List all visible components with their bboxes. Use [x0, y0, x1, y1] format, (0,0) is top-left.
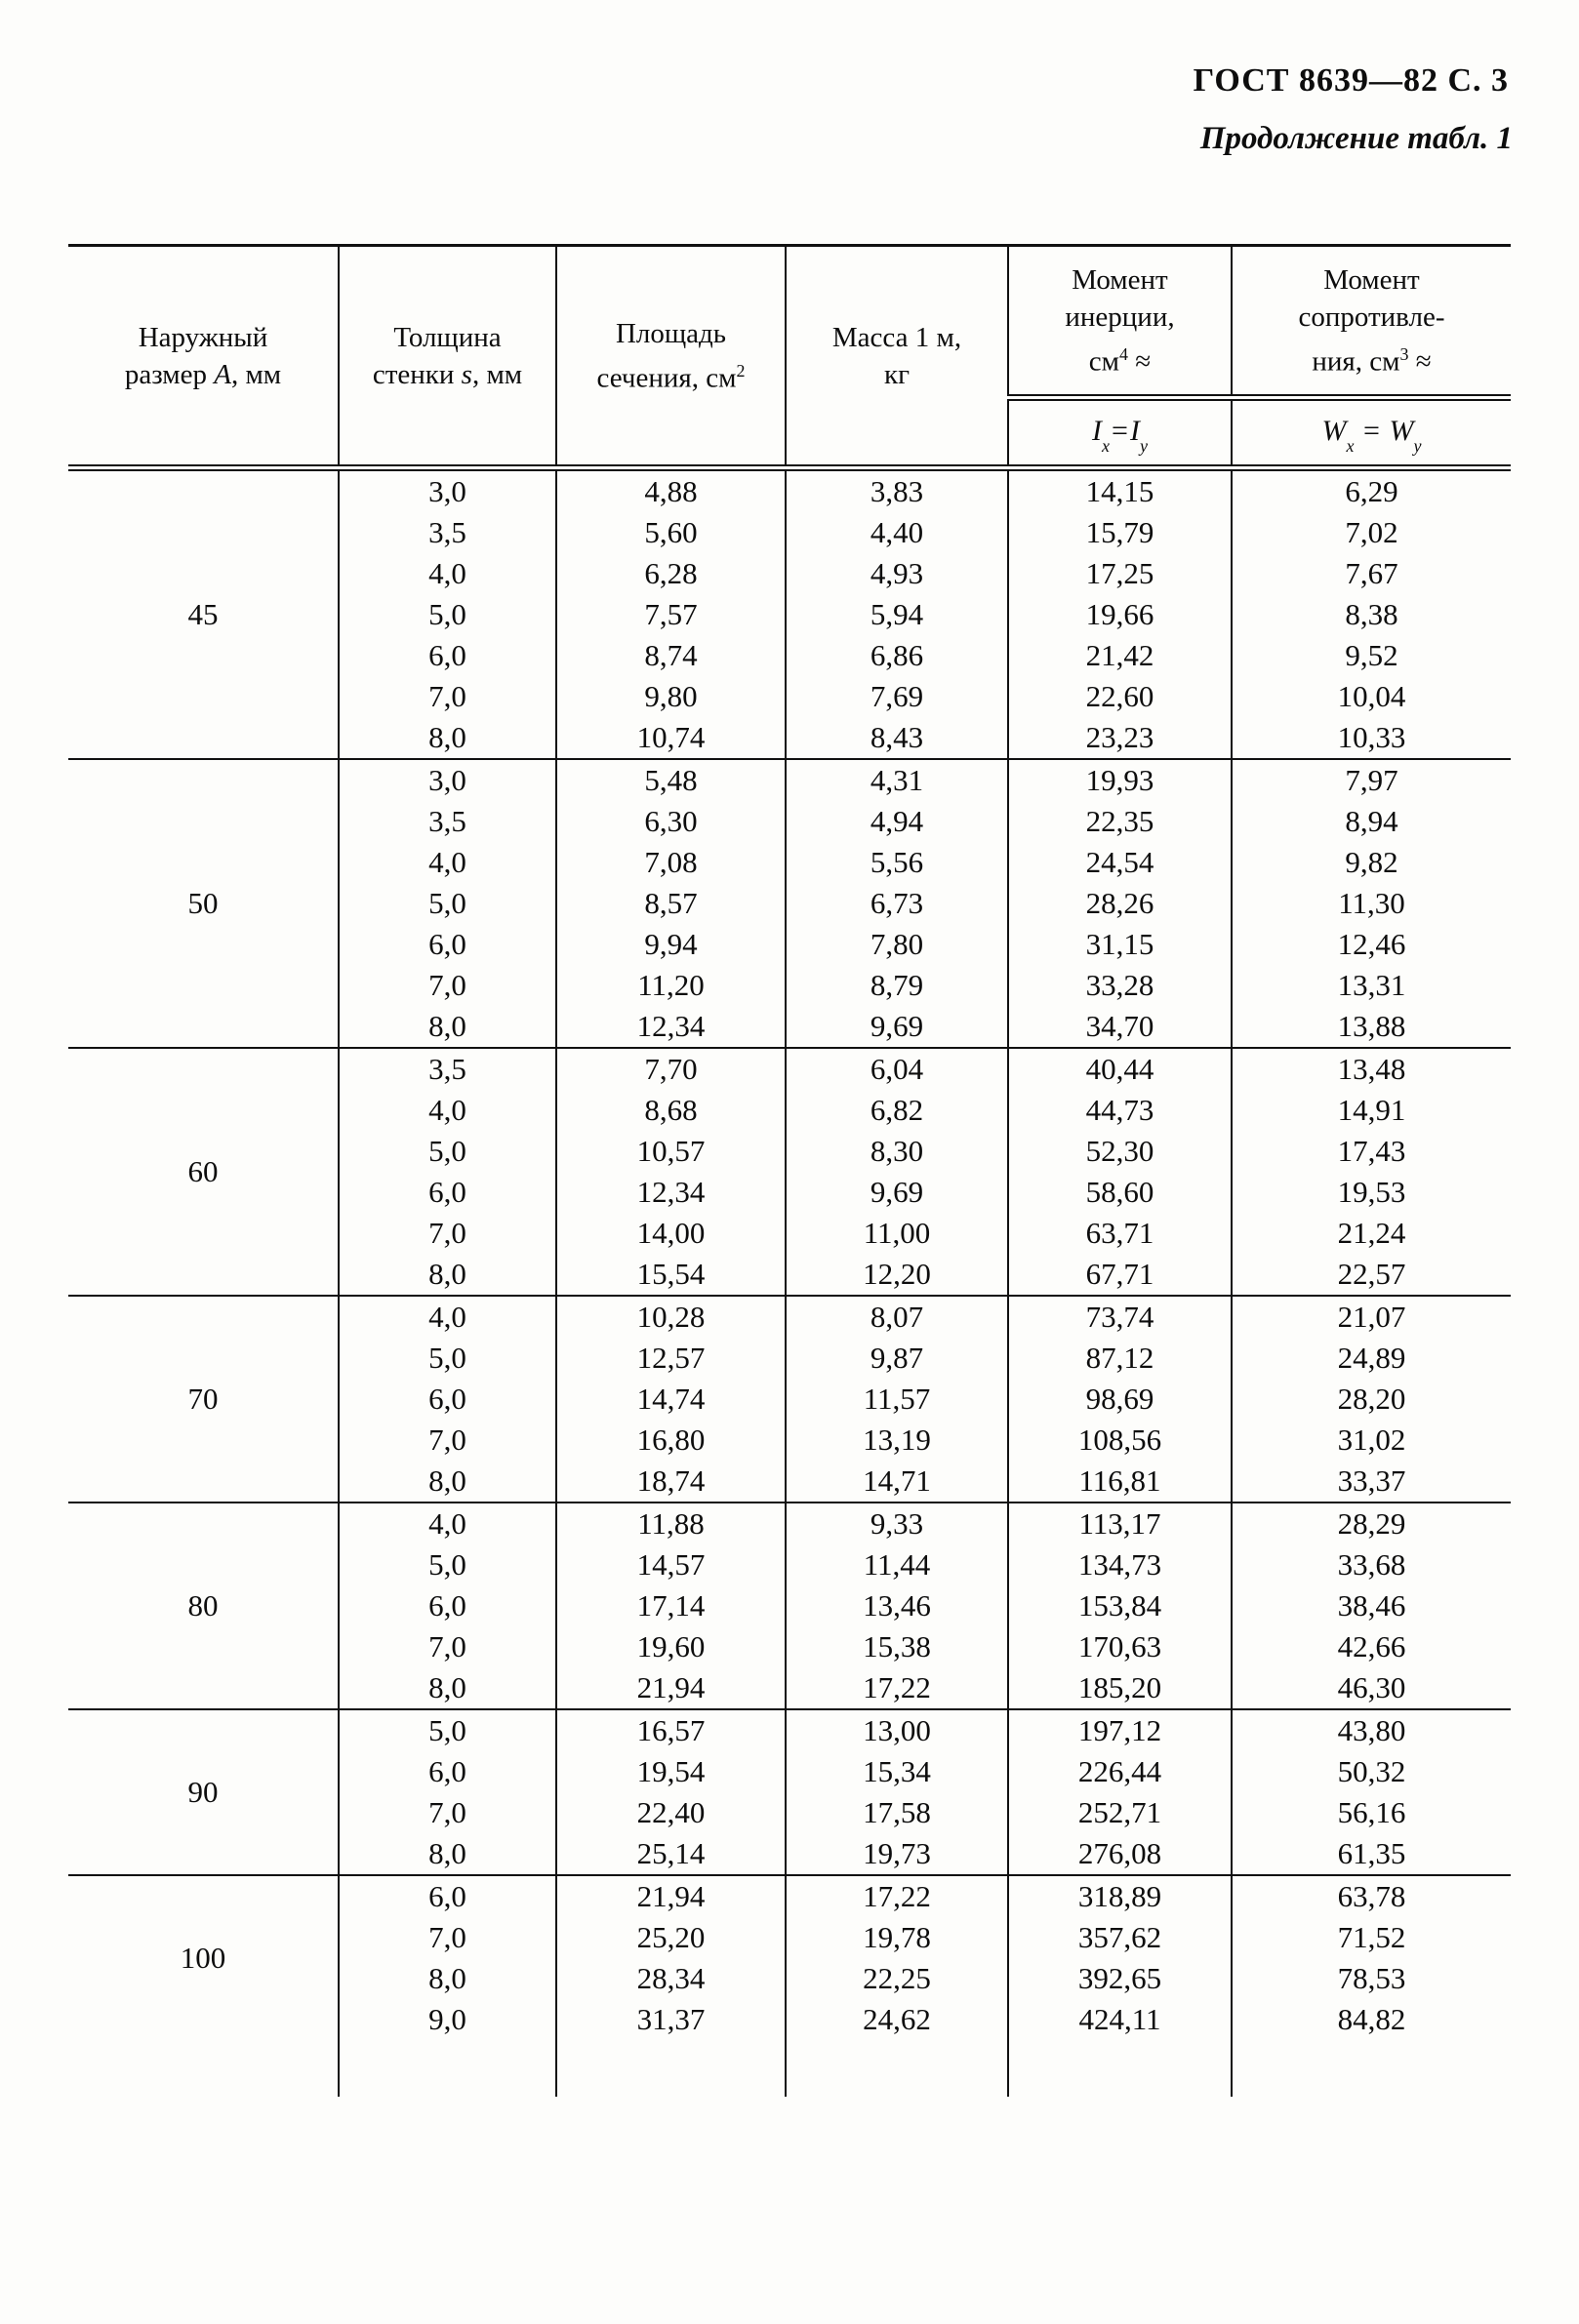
cell-value: 6,29	[1345, 474, 1398, 508]
outer-size-value	[68, 1503, 339, 1709]
header-row	[68, 246, 1511, 398]
cell-value: 185,20	[1077, 1670, 1162, 1704]
cell-value: 5,0	[428, 1713, 466, 1747]
data-cell	[786, 1296, 1008, 1503]
cell-value: 4,0	[428, 845, 466, 879]
cell-value: 46,30	[1337, 1670, 1406, 1704]
cell-value: 3,0	[428, 763, 466, 797]
cell-value: 10,74	[636, 720, 706, 754]
cell-value: 14,15	[1085, 474, 1154, 508]
data-cell	[1008, 1709, 1232, 1875]
cell-value: 63,71	[1085, 1216, 1154, 1250]
outer-size-value	[68, 1296, 339, 1503]
cell-value: 17,22	[863, 1879, 931, 1913]
cell-value: 10,04	[1337, 679, 1406, 713]
cell-value: 19,78	[863, 1920, 931, 1954]
cell-value: 14,71	[863, 1463, 931, 1498]
cell-value: 4,0	[428, 1093, 466, 1127]
cell-value: 6,0	[428, 638, 466, 672]
cell-value: 18,74	[636, 1463, 706, 1498]
cell-value: 19,60	[636, 1629, 706, 1663]
data-cell	[339, 759, 556, 1048]
var-s: s	[461, 358, 472, 390]
cell-value: 19,93	[1085, 763, 1154, 797]
cell-value: 392,65	[1077, 1961, 1162, 1995]
cell-value: 11,44	[863, 1547, 931, 1582]
cell-value: 5,60	[644, 515, 698, 549]
cell-value: 6,04	[870, 1052, 924, 1086]
cell-value: 33,68	[1337, 1547, 1406, 1582]
cell-value: 5,0	[428, 1341, 466, 1375]
data-cell	[1008, 1875, 1232, 2097]
cell-value: 28,26	[1085, 886, 1154, 920]
cell-value: 21,42	[1085, 638, 1154, 672]
cell-value: 9,69	[870, 1009, 924, 1043]
cell-value: 108,56	[1077, 1422, 1162, 1457]
data-cell	[1008, 759, 1232, 1048]
cell-value: 24,62	[863, 2002, 931, 2036]
cell-value: 11,30	[1338, 886, 1405, 920]
cell-value: 71,52	[1337, 1920, 1406, 1954]
cell-value: 9,33	[870, 1506, 924, 1541]
data-cell	[1008, 468, 1232, 760]
data-cell	[556, 1503, 786, 1709]
cell-value: 16,57	[636, 1713, 706, 1747]
cell-value: 5,0	[428, 1547, 466, 1582]
outer-size-value	[68, 1875, 339, 2097]
size-group-row-80	[68, 1503, 1511, 1709]
cell-value: 15,34	[863, 1754, 931, 1788]
cell-value: 23,23	[1085, 720, 1154, 754]
cell-value: 9,52	[1345, 638, 1398, 672]
cell-value: 15,54	[636, 1257, 706, 1291]
cell-value: 17,43	[1337, 1134, 1406, 1168]
cell-value: 7,97	[1345, 763, 1398, 797]
cell-value: 113,17	[1078, 1506, 1161, 1541]
cell-value: 4,94	[870, 804, 924, 838]
data-cell	[1008, 1296, 1232, 1503]
data-cell	[1232, 1503, 1511, 1709]
cell-value: 15,79	[1085, 515, 1154, 549]
cell-value: 19,53	[1337, 1175, 1406, 1209]
cell-value: 8,68	[644, 1093, 698, 1127]
cell-value: 38,46	[1337, 1588, 1406, 1623]
data-cell	[339, 1048, 556, 1296]
cell-value: 4,93	[870, 556, 924, 590]
cell-value: 10,28	[636, 1300, 706, 1334]
cell-value: 43,80	[1337, 1713, 1406, 1747]
cell-value: 50	[187, 886, 219, 920]
cell-value: 22,25	[863, 1961, 931, 1995]
cell-value: 8,38	[1345, 597, 1398, 631]
cell-value: 44,73	[1085, 1093, 1154, 1127]
cell-value: 4,31	[870, 763, 924, 797]
cell-value: 318,89	[1077, 1879, 1162, 1913]
cell-value: 3,5	[428, 1052, 466, 1086]
data-cell	[556, 1296, 786, 1503]
cell-value: 6,30	[644, 804, 698, 838]
cell-value: 7,0	[428, 1216, 466, 1250]
cell-value: 11,88	[637, 1506, 705, 1541]
cell-value: 9,82	[1345, 845, 1398, 879]
data-cell	[1008, 1048, 1232, 1296]
cell-value: 31,02	[1337, 1422, 1406, 1457]
cell-value: 19,66	[1085, 597, 1154, 631]
cell-value: 6,0	[428, 1175, 466, 1209]
data-cell	[339, 1709, 556, 1875]
sections-table	[68, 244, 1511, 2097]
cell-value: 4,88	[644, 474, 698, 508]
cell-value: 357,62	[1077, 1920, 1162, 1954]
var-A: A	[214, 358, 231, 390]
data-cell	[1232, 1709, 1511, 1875]
cell-value: 10,33	[1337, 720, 1406, 754]
data-cell	[1232, 759, 1511, 1048]
cell-value: 22,35	[1085, 804, 1154, 838]
cell-value: 9,94	[644, 927, 698, 961]
cell-value: 25,20	[636, 1920, 706, 1954]
subheader-wx-wy: $W_x = W_y$	[1232, 398, 1511, 468]
table-body	[68, 468, 1511, 2098]
cell-value: 7,0	[428, 679, 466, 713]
cell-value: 6,86	[870, 638, 924, 672]
cell-value: 252,71	[1077, 1795, 1162, 1829]
cell-value: 5,56	[870, 845, 924, 879]
cell-value: 12,34	[636, 1175, 706, 1209]
cell-value: 6,0	[428, 927, 466, 961]
data-cell	[1232, 1296, 1511, 1503]
cell-value: 13,19	[863, 1422, 931, 1457]
cell-value: 13,46	[863, 1588, 931, 1623]
cell-value: 5,0	[428, 597, 466, 631]
cell-value: 3,83	[870, 474, 924, 508]
data-cell	[339, 1875, 556, 2097]
cell-value: 7,08	[644, 845, 698, 879]
cell-value: 87,12	[1085, 1341, 1154, 1375]
cell-value: 84,82	[1337, 2002, 1406, 2036]
cell-value: 11,00	[863, 1216, 931, 1250]
cell-value: 8,30	[870, 1134, 924, 1168]
outer-size-value	[68, 759, 339, 1048]
cell-value: 7,69	[870, 679, 924, 713]
cell-value: 7,02	[1345, 515, 1398, 549]
cell-value: 70	[187, 1382, 219, 1416]
cell-value: 14,57	[636, 1547, 706, 1582]
cell-value: 16,80	[636, 1422, 706, 1457]
outer-size-value	[68, 1048, 339, 1296]
data-cell	[786, 1875, 1008, 2097]
cell-value: 3,0	[428, 474, 466, 508]
cell-value: 4,0	[428, 556, 466, 590]
cell-value: 226,44	[1077, 1754, 1162, 1788]
cell-value: 9,0	[428, 2002, 466, 2036]
cell-value: 13,88	[1337, 1009, 1406, 1043]
cell-value: 19,73	[863, 1836, 931, 1870]
cell-value: 134,73	[1077, 1547, 1162, 1582]
size-group-row-100	[68, 1875, 1511, 2097]
cell-value: 12,34	[636, 1009, 706, 1043]
data-cell	[786, 1503, 1008, 1709]
cell-value: 17,14	[636, 1588, 706, 1623]
data-cell	[556, 468, 786, 760]
cell-value: 9,80	[644, 679, 698, 713]
cell-value: 28,20	[1337, 1382, 1406, 1416]
cell-value: 5,94	[870, 597, 924, 631]
cell-value: 13,00	[863, 1713, 931, 1747]
data-cell	[1008, 1503, 1232, 1709]
col-header-outer-size: Наружный размер A, мм	[68, 246, 339, 468]
cell-value: 67,71	[1085, 1257, 1154, 1291]
cell-value: 6,82	[870, 1093, 924, 1127]
cell-value: 45	[187, 597, 219, 631]
cell-value: 22,40	[636, 1795, 706, 1829]
cell-value: 80	[187, 1588, 219, 1623]
cell-value: 8,0	[428, 1009, 466, 1043]
cell-value: 170,63	[1077, 1629, 1162, 1663]
data-cell	[1232, 1048, 1511, 1296]
cell-value: 14,00	[636, 1216, 706, 1250]
cell-value: 56,16	[1337, 1795, 1406, 1829]
size-group-row-90	[68, 1709, 1511, 1875]
cell-value: 197,12	[1077, 1713, 1162, 1747]
cell-value: 5,48	[644, 763, 698, 797]
cell-value: 52,30	[1085, 1134, 1154, 1168]
cell-value: 116,81	[1078, 1463, 1161, 1498]
cell-value: 17,58	[863, 1795, 931, 1829]
cell-value: 22,57	[1337, 1257, 1406, 1291]
cell-value: 61,35	[1337, 1836, 1406, 1870]
data-cell	[339, 1296, 556, 1503]
data-cell	[556, 1709, 786, 1875]
table-continuation-caption: Продолжение табл. 1	[1199, 121, 1513, 156]
cell-value: 40,44	[1085, 1052, 1154, 1086]
outer-size-value	[68, 468, 339, 760]
cell-value: 4,0	[428, 1506, 466, 1541]
cell-value: 33,37	[1337, 1463, 1406, 1498]
cell-value: 100	[180, 1941, 226, 1975]
cell-value: 7,0	[428, 1795, 466, 1829]
cell-value: 58,60	[1085, 1175, 1154, 1209]
cell-value: 15,38	[863, 1629, 931, 1663]
data-cell	[1232, 468, 1511, 760]
cell-value: 8,43	[870, 720, 924, 754]
col-header-moment-resistance: Момент сопротивле- ния, $см^3$ ≈	[1232, 246, 1511, 398]
cell-value: 9,87	[870, 1341, 924, 1375]
cell-value: 8,0	[428, 720, 466, 754]
cell-value: 11,20	[637, 968, 705, 1002]
cell-value: 7,0	[428, 1920, 466, 1954]
cell-value: 7,70	[644, 1052, 698, 1086]
cell-value: 12,46	[1337, 927, 1406, 961]
cell-value: 21,07	[1337, 1300, 1406, 1334]
col-header-moment-inertia: Момент инерции, $см^4$ ≈	[1008, 246, 1232, 398]
cell-value: 8,57	[644, 886, 698, 920]
cell-value: 17,22	[863, 1670, 931, 1704]
cell-value: 6,73	[870, 886, 924, 920]
cell-value: 153,84	[1077, 1588, 1162, 1623]
cell-value: 8,07	[870, 1300, 924, 1334]
col-header-section-area: Площадь сечения, $см^2$	[556, 246, 786, 468]
cell-value: 21,94	[636, 1670, 706, 1704]
data-cell	[786, 468, 1008, 760]
cell-value: 4,0	[428, 1300, 466, 1334]
cell-value: 50,32	[1337, 1754, 1406, 1788]
cell-value: 424,11	[1078, 2002, 1161, 2036]
data-cell	[339, 1503, 556, 1709]
cell-value: 11,57	[863, 1382, 931, 1416]
cell-value: 24,54	[1085, 845, 1154, 879]
cell-value: 63,78	[1337, 1879, 1406, 1913]
data-cell	[786, 1709, 1008, 1875]
col-header-mass: Масса 1 м, кг	[786, 246, 1008, 468]
cell-value: 60	[187, 1154, 219, 1188]
cell-value: 8,0	[428, 1836, 466, 1870]
data-cell	[786, 1048, 1008, 1296]
cell-value: 7,0	[428, 1422, 466, 1457]
cell-value: 31,15	[1085, 927, 1154, 961]
cell-value: 3,5	[428, 515, 466, 549]
cell-value: 7,57	[644, 597, 698, 631]
cell-value: 21,94	[636, 1879, 706, 1913]
cell-value: 33,28	[1085, 968, 1154, 1002]
cell-value: 42,66	[1337, 1629, 1406, 1663]
cell-value: 7,67	[1345, 556, 1398, 590]
cell-value: 276,08	[1077, 1836, 1162, 1870]
cell-value: 8,0	[428, 1961, 466, 1995]
cell-value: 8,0	[428, 1257, 466, 1291]
data-cell	[1232, 1875, 1511, 2097]
cell-value: 7,0	[428, 1629, 466, 1663]
cell-value: 14,74	[636, 1382, 706, 1416]
cell-value: 78,53	[1337, 1961, 1406, 1995]
cell-value: 90	[187, 1775, 219, 1809]
cell-value: 6,0	[428, 1382, 466, 1416]
cell-value: 73,74	[1085, 1300, 1154, 1334]
outer-size-value	[68, 1709, 339, 1875]
cell-value: 7,0	[428, 968, 466, 1002]
cell-value: 28,29	[1337, 1506, 1406, 1541]
cell-value: 8,74	[644, 638, 698, 672]
data-cell	[556, 1048, 786, 1296]
cell-value: 25,14	[636, 1836, 706, 1870]
cell-value: 6,0	[428, 1754, 466, 1788]
cell-value: 98,69	[1085, 1382, 1154, 1416]
cell-value: 5,0	[428, 886, 466, 920]
cell-value: 10,57	[636, 1134, 706, 1168]
data-cell	[339, 468, 556, 760]
cell-value: 19,54	[636, 1754, 706, 1788]
subheader-ix-iy: $I_x=I_y$	[1008, 398, 1232, 468]
size-group-row-60	[68, 1048, 1511, 1296]
cell-value: 7,80	[870, 927, 924, 961]
col-header-wall-thickness: Толщина стенки s, мм	[339, 246, 556, 468]
cell-value: 14,91	[1337, 1093, 1406, 1127]
cell-value: 8,0	[428, 1670, 466, 1704]
cell-value: 12,57	[636, 1341, 706, 1375]
cell-value: 6,0	[428, 1879, 466, 1913]
cell-value: 22,60	[1085, 679, 1154, 713]
cell-value: 5,0	[428, 1134, 466, 1168]
cell-value: 28,34	[636, 1961, 706, 1995]
cell-value: 8,79	[870, 968, 924, 1002]
cell-value: 9,69	[870, 1175, 924, 1209]
cell-value: 13,48	[1337, 1052, 1406, 1086]
cell-value: 3,5	[428, 804, 466, 838]
cell-value: 8,94	[1345, 804, 1398, 838]
cell-value: 34,70	[1085, 1009, 1154, 1043]
data-cell	[786, 759, 1008, 1048]
cell-value: 13,31	[1337, 968, 1406, 1002]
cell-value: 17,25	[1085, 556, 1154, 590]
data-cell	[556, 759, 786, 1048]
cell-value: 12,20	[863, 1257, 931, 1291]
cell-value: 31,37	[636, 2002, 706, 2036]
cell-value: 6,28	[644, 556, 698, 590]
cell-value: 6,0	[428, 1588, 466, 1623]
cell-value: 24,89	[1337, 1341, 1406, 1375]
data-cell	[556, 1875, 786, 2097]
cell-value: 8,0	[428, 1463, 466, 1498]
doc-header: ГОСТ 8639—82 С. 3	[1193, 62, 1509, 99]
size-group-row-45	[68, 468, 1511, 760]
size-group-row-50	[68, 759, 1511, 1048]
size-group-row-70	[68, 1296, 1511, 1503]
cell-value: 21,24	[1337, 1216, 1406, 1250]
cell-value: 4,40	[870, 515, 924, 549]
